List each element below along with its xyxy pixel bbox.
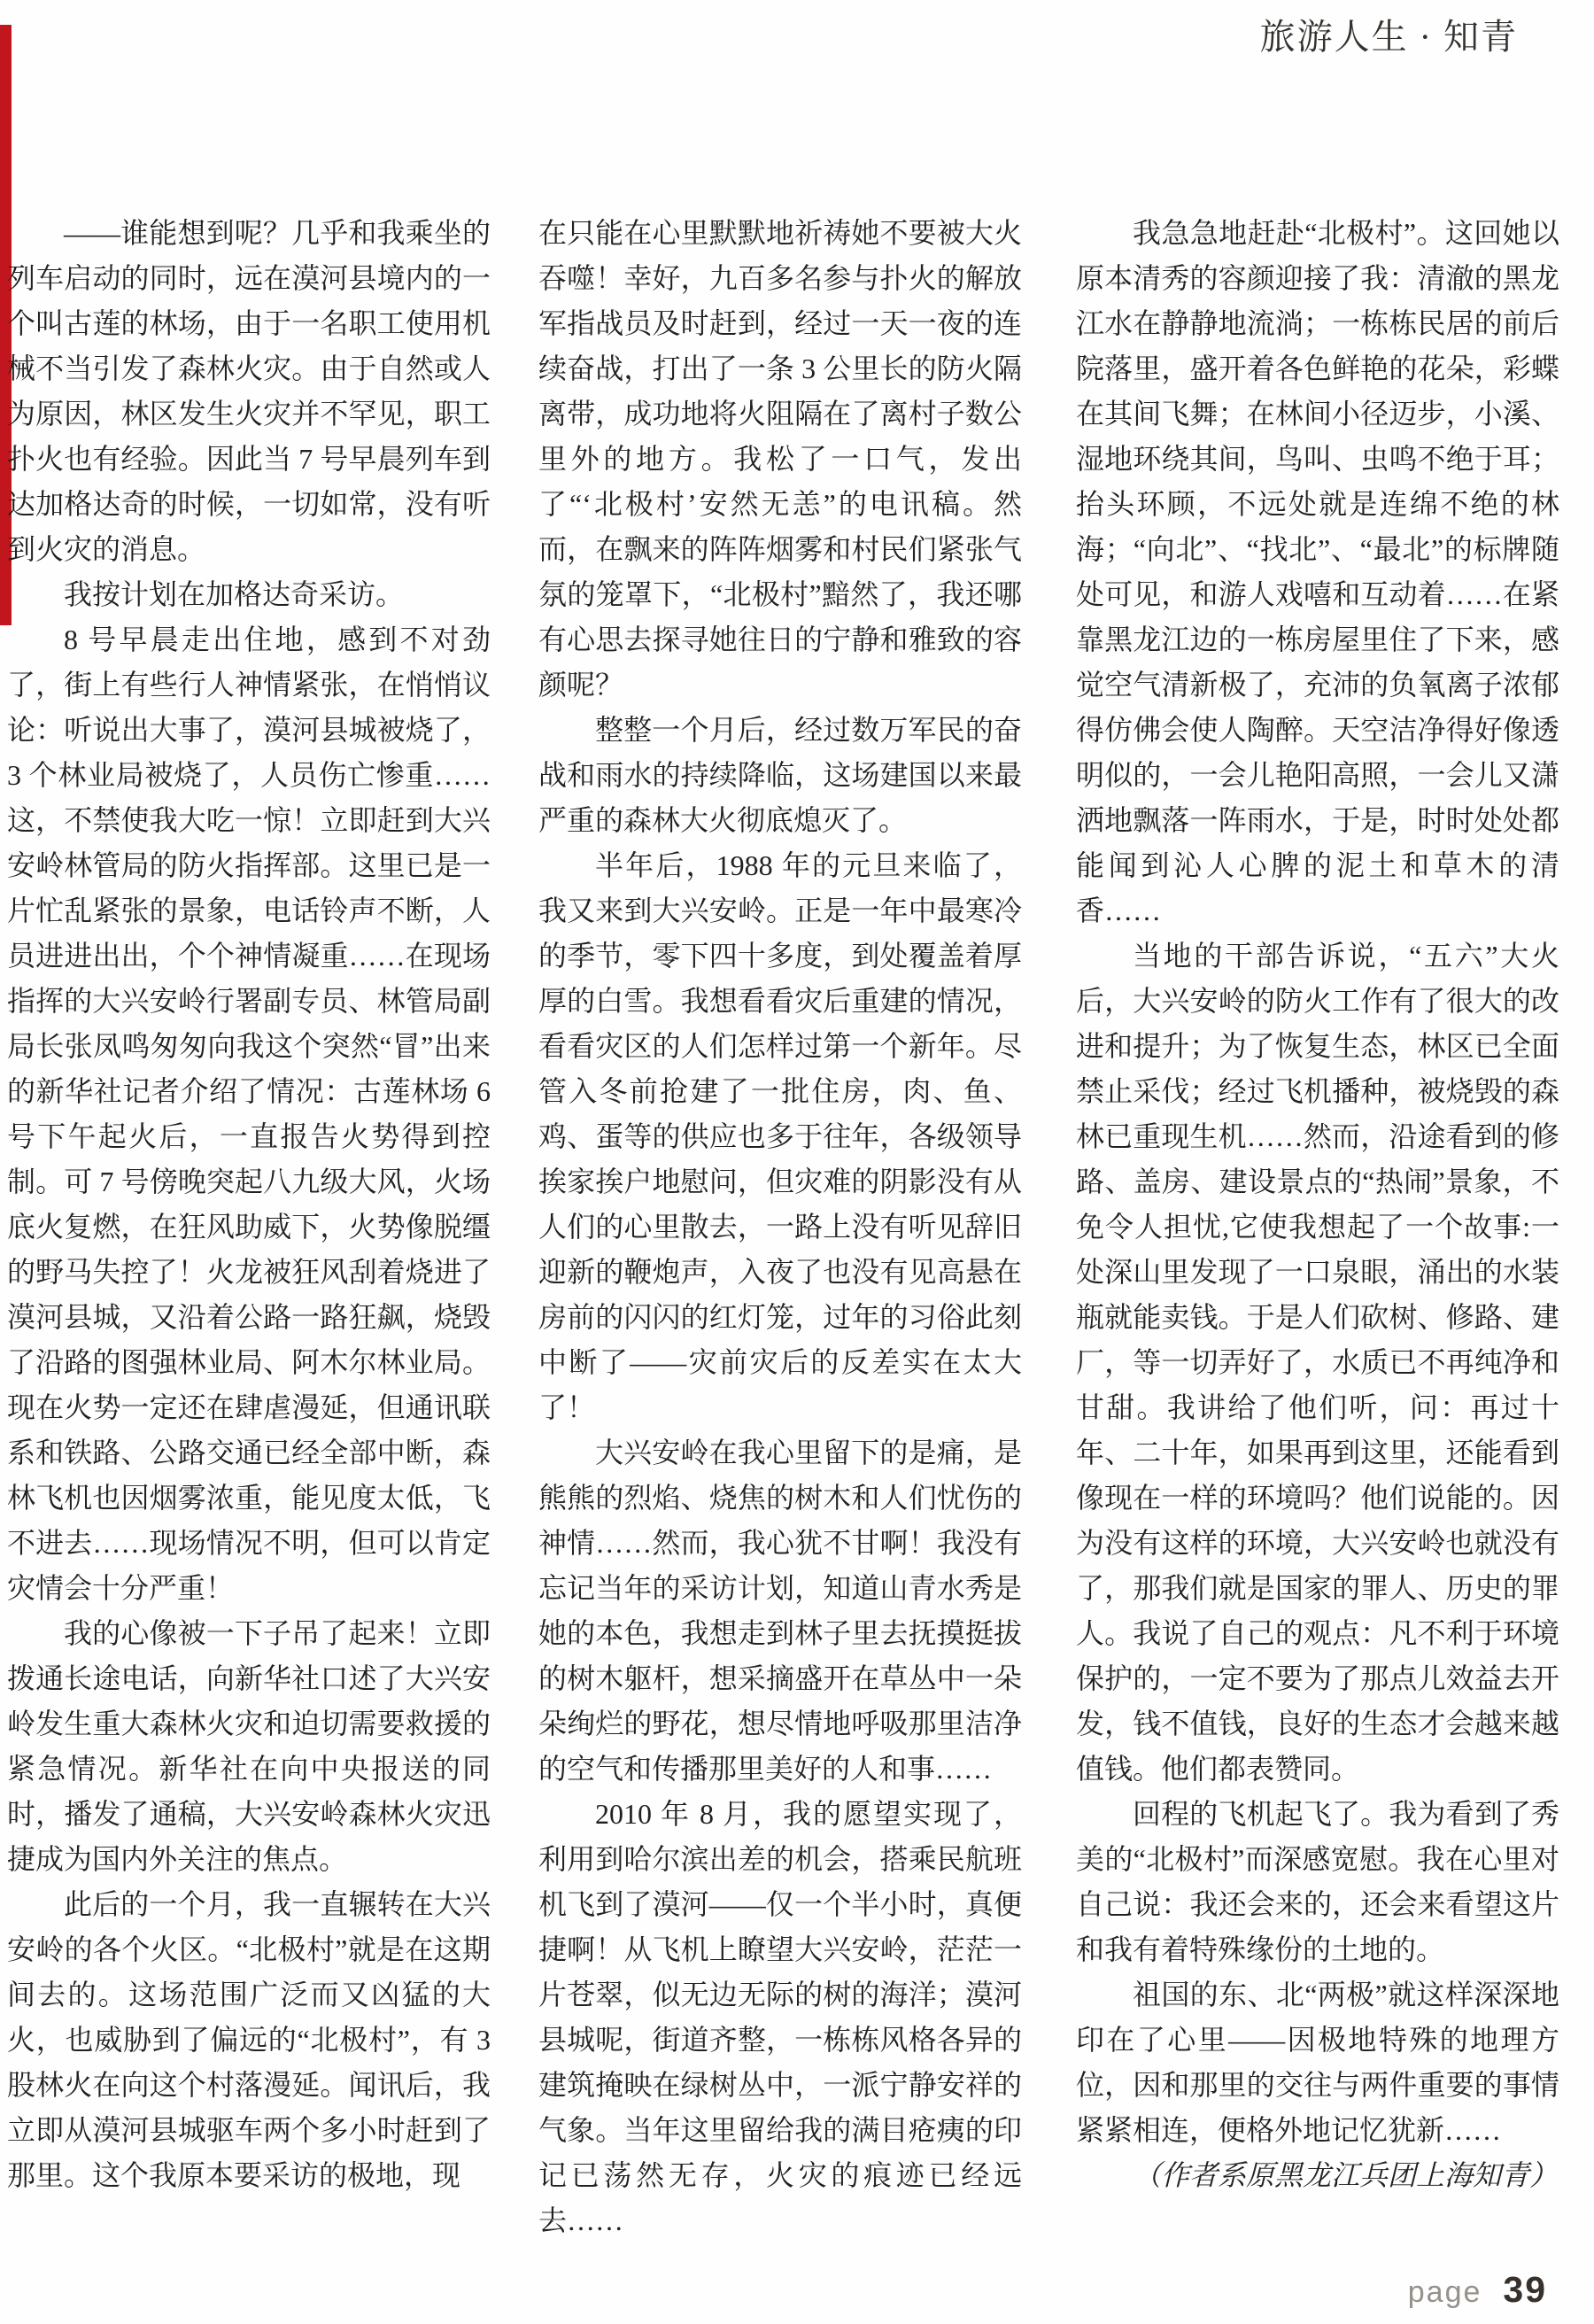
section-title: 旅游人生 · 知青 <box>1259 17 1518 57</box>
page-header <box>1260 9 1518 59</box>
article-paragraph: 我的心像被一下子吊了起来！立即拨通长途电话，向新华社口述了大兴安岭发生重大森林火灾和迫切需要救援的紧急情况。新华社在向中央报送的同时，播发了通稿，大兴安岭森林火灾迅捷成为国内外关注的焦点。 <box>7 1617 491 1875</box>
column-1 <box>7 211 491 2243</box>
column-3 <box>1076 211 1559 2243</box>
page-footer <box>1408 2269 1547 2311</box>
page-number: 39 <box>1503 2269 1547 2310</box>
article-paragraph: 当地的干部告诉说，“五六”大火后，大兴安岭的防火工作有了很大的改进和提升；为了恢复生态，林区已全面禁止采伐；经过飞机播种，被烧毁的森林已重现生机……然而，沿途看到的修路、盖房、建设景点的“热闹”景象，不免令人担忧,它使我想起了一个故事:一处深山里发现了一口泉眼，涌出的水装瓶就能卖钱。于是人们砍树、修路、建厂，等一切弄好了，水质已不再纯净和甘甜。我讲给了他们听，问：再过十年、二十年，如果再到这里，还能看到像现在一样的环境吗？他们说能的。因为没有这样的环境，大兴安岭也就没有了，那我们就是国家的罪人、历史的罪人。我说了自己的观点：凡不利于环境保护的，一定不要为了那点儿效益去开发，钱不值钱，良好的生态才会越来越值钱。他们都表赞同。 <box>1076 940 1559 1785</box>
article-columns <box>7 211 1559 2243</box>
article-paragraph: ——谁能想到呢？几乎和我乘坐的列车启动的同时，远在漠河县境内的一个叫古莲的林场，由于一名职工使用机械不当引发了森林火灾。由于自然或人为原因，林区发生火灾并不罕见，职工扑火也有经验。因此当 7 号早晨列车到达加格达奇的时候，一切如常，没有听到火灾的消息。 <box>7 217 491 565</box>
article-paragraph: 此后的一个月，我一直辗转在大兴安岭的各个火区。“北极村”就是在这期间去的。这场范围广泛而又凶猛的大火，也威胁到了偏远的“北极村”，有 3 股林火在向这个村落漫延。闻讯后，我立即从漠河县城驱车两个多小时赶到了那里。这个我原本要采访的极地，现 <box>7 1888 491 2191</box>
article-paragraph: 整整一个月后，经过数万军民的奋战和雨水的持续降临，这场建国以来最严重的森林大火彻底熄灭了。 <box>538 714 1022 836</box>
column-2 <box>538 211 1022 2243</box>
article-paragraph: 大兴安岭在我心里留下的是痛，是熊熊的烈焰、烧焦的树木和人们忧伤的神情……然而，我心犹不甘啊！我没有忘记当年的采访计划，知道山青水秀是她的本色，我想走到林子里去抚摸挺拔的树木躯杆，想采摘盛开在草丛中一朵朵绚烂的野花，想尽情地呼吸那里洁净的空气和传播那里美好的人和事…… <box>538 1437 1022 1785</box>
article-paragraph: 我急急地赶赴“北极村”。这回她以原本清秀的容颜迎接了我：清澈的黑龙江水在静静地流淌；一栋栋民居的前后院落里，盛开着各色鲜艳的花朵，彩蝶在其间飞舞；在林间小径迈步，小溪、湿地环绕其间，鸟叫、虫鸣不绝于耳；抬头环顾，不远处就是连绵不绝的林海；“向北”、“找北”、“最北”的标牌随处可见，和游人戏嘻和互动着……在紧靠黑龙江边的一栋房屋里住了下来，感觉空气清新极了，充沛的负氧离子浓郁得仿佛会使人陶醉。天空洁净得好像透明似的，一会儿艳阳高照，一会儿又潇洒地飘落一阵雨水，于是，时时处处都能闻到沁人心脾的泥土和草木的清香…… <box>1076 217 1559 926</box>
author-note: （作者系原黑龙江兵团上海知青） <box>1133 2159 1559 2191</box>
article-paragraph: 8 号早晨走出住地，感到不对劲了，街上有些行人神情紧张，在悄悄议论：听说出大事了，漠河县城被烧了，3 个林业局被烧了，人员伤亡惨重……这，不禁使我大吃一惊！立即赶到大兴安岭林管局的防火指挥部。这里已是一片忙乱紧张的景象，电话铃声不断，人员进进出出，个个神情凝重……在现场指挥的大兴安岭行署副专员、林管局副局长张凤鸣匆匆向我这个突然“冒”出来的新华社记者介绍了情况：古莲林场 6 号下午起火后，一直报告火势得到控制。可 7 号傍晚突起八九级大风，火场底火复燃，在狂风助威下，火势像脱缰的野马失控了！火龙被狂风刮着烧进了漠河县城，又沿着公路一路狂飙，烧毁了沿路的图强林业局、阿木尔林业局。现在火势一定还在肆虐漫延，但通讯联系和铁路、公路交通已经全部中断，森林飞机也因烟雾浓重，能见度太低，飞不进去……现场情况不明，但可以肯定灾情会十分严重！ <box>7 624 491 1604</box>
article-paragraph: 回程的飞机起飞了。我为看到了秀美的“北极村”而深感宽慰。我在心里对自己说：我还会来的，还会来看望这片和我有着特殊缘份的土地的。 <box>1076 1798 1559 1965</box>
article-paragraph: 在只能在心里默默地祈祷她不要被大火吞噬！幸好，九百多名参与扑火的解放军指战员及时赶到，经过一天一夜的连续奋战，打出了一条 3 公里长的防火隔离带，成功地将火阻隔在了离村子数公里外的地方。我松了一口气，发出了“‘北极村’安然无恙”的电讯稿。然而，在飘来的阵阵烟雾和村民们紧张气氛的笼罩下，“北极村”黯然了，我还哪有心思去探寻她往日的宁静和雅致的容颜呢？ <box>538 217 1022 701</box>
article-paragraph: 祖国的东、北“两极”就这样深深地印在了心里——因极地特殊的地理方位，因和那里的交往与两件重要的事情紧紧相连，便格外地记忆犹新…… <box>1076 1979 1559 2146</box>
page-label: page <box>1407 2275 1482 2309</box>
article-paragraph: 我按计划在加格达奇采访。 <box>64 578 405 610</box>
article-paragraph: 半年后，1988 年的元旦来临了，我又来到大兴安岭。正是一年中最寒冷的季节，零下四十多度，到处覆盖着厚厚的白雪。我想看看灾后重建的情况，看看灾区的人们怎样过第一个新年。尽管入冬前抢建了一批住房，肉、鱼、鸡、蛋等的供应也多于往年，各级领导挨家挨户地慰问，但灾难的阴影没有从人们的心里散去，一路上没有听见辞旧迎新的鞭炮声，入夜了也没有见高悬在房前的闪闪的红灯笼，过年的习俗此刻中断了——灾前灾后的反差实在太大了！ <box>538 849 1022 1423</box>
article-paragraph: 2010 年 8 月，我的愿望实现了，利用到哈尔滨出差的机会，搭乘民航班机飞到了漠河——仅一个半小时，真便捷啊！从飞机上瞭望大兴安岭，茫茫一片苍翠，似无边无际的树的海洋；漠河县城呢，街道齐整，一栋栋风格各异的建筑掩映在绿树丛中，一派宁静安祥的气象。当年这里留给我的满目疮痍的印记已荡然无存，火灾的痕迹已经远去…… <box>538 1798 1022 2236</box>
